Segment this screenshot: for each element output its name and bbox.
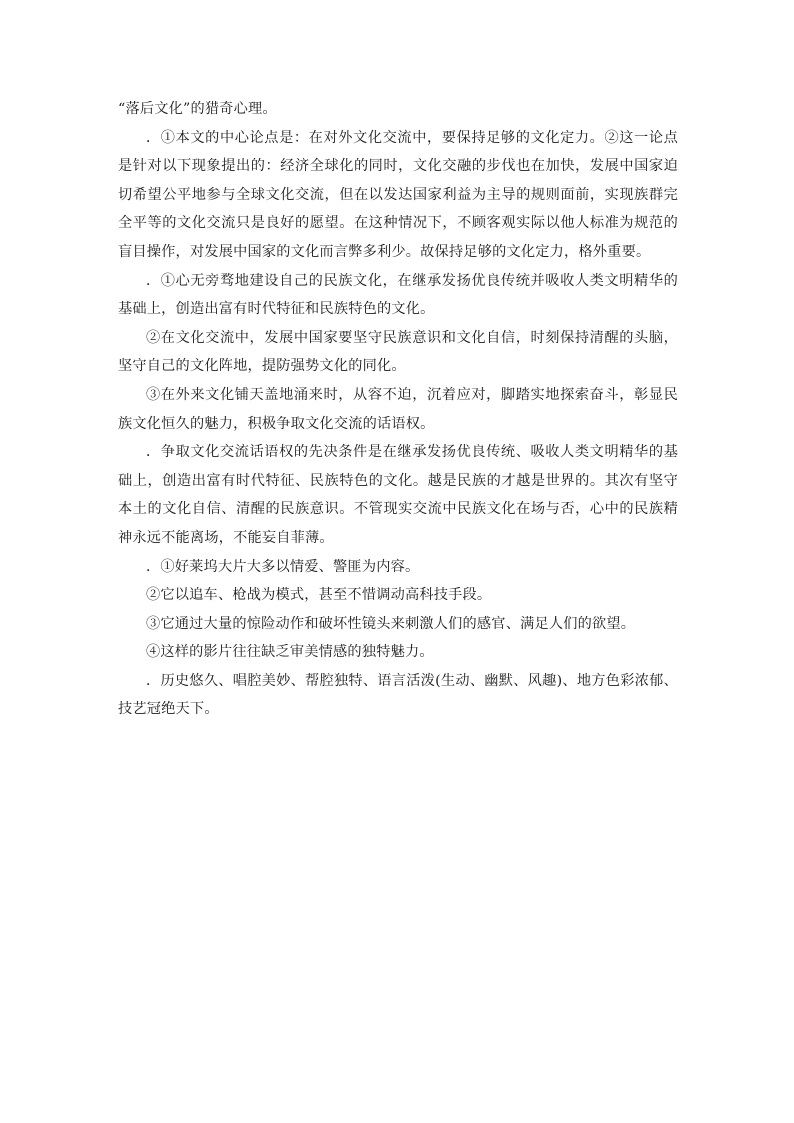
paragraph-hollywood-3: ③它通过大量的惊险动作和破坏性镜头来刺激人们的感官、满足人们的欲望。 bbox=[146, 615, 636, 632]
paragraph-answer-discourse-power: ．争取文化交流话语权的先决条件是在继承发扬优良传统、吸收人类文明精华的基础上，创造出富有时代特征、民族特色的文化。越是民族的才越是世界的。其次有坚守本土的文化自信、清醒的民族意识。不管现实交流中民族文化在场与否，心中的民族精神永远不能离场，不能妄自菲薄。 bbox=[118, 444, 678, 546]
paragraph-hollywood-4: ④这样的影片往往缺乏审美情感的独特魅力。 bbox=[146, 644, 434, 661]
paragraph-hollywood-1: ．①好莱坞大片大多以情爱、警匪为内容。 bbox=[146, 558, 420, 575]
paragraph-continuation: “落后文化”的猎奇心理。 bbox=[118, 101, 277, 117]
paragraph-answer-item-1: ．①心无旁骛地建设自己的民族文化，在继承发扬优良传统并吸收人类文明精华的基础上，创造出富有时代特征和民族特色的文化。 bbox=[118, 272, 678, 318]
document-page bbox=[118, 95, 678, 724]
paragraph-answer-item-3: ③在外来文化铺天盖地涌来时，从容不迫，沉着应对，脚踏实地探索奋斗，彰显民族文化恒久的魅力，积极争取文化交流的话语权。 bbox=[118, 386, 678, 432]
paragraph-answer-item-2: ②在文化交流中，发展中国家要坚守民族意识和文化自信，时刻保持清醒的头脑，坚守自己的文化阵地，提防强势文化的同化。 bbox=[118, 329, 678, 375]
paragraph-answer-central-argument: ．①本文的中心论点是：在对外文化交流中，要保持足够的文化定力。②这一论点是针对以下现象提出的：经济全球化的同时，文化交融的步伐也在加快，发展中国家迫切希望公平地参与全球文化交流，但在以发达国家利益为主导的规则面前，实现族群完全平等的文化交流只是良好的愿望。在这种情况下，不顾客观实际以他人标准为规范的盲目操作，对发展中国家的文化而言弊多利少。故保持足够的文化定力，格外重要。 bbox=[118, 129, 678, 260]
paragraph-hollywood-2: ②它以追车、枪战为模式，甚至不惜调动高科技手段。 bbox=[146, 587, 492, 604]
paragraph-opera-features: ．历史悠久、唱腔美妙、帮腔独特、语言活泼(生动、幽默、风趣)、地方色彩浓郁、技艺冠绝天下。 bbox=[118, 672, 678, 718]
